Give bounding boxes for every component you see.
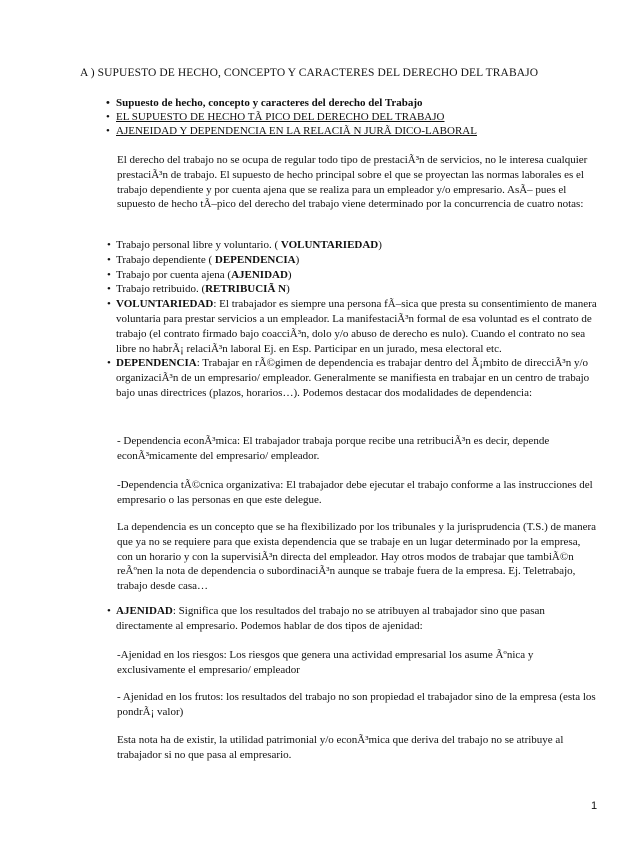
- note-item: • Trabajo dependiente ( DEPENDENCIA): [108, 253, 598, 268]
- dependencia-economica: - Dependencia econÃ³mica: El trabajador trabaja porque recibe una retribuciÃ³n es decir, depende econÃ³micamente del empresario/ empleador.: [117, 435, 550, 462]
- section-heading: A ) SUPUESTO DE HECHO, CONCEPTO Y CARACTERES DEL DERECHO DEL TRABAJO: [80, 67, 539, 79]
- topic-item: • AJENEIDAD Y DEPENDENCIA EN LA RELACIÃ N JURÃ DICO-LABORAL: [108, 124, 578, 138]
- ajenidad-list: [108, 604, 598, 634]
- voluntariedad-item: • VOLUNTARIEDAD: El trabajador es siempre una persona fÃ–sica que presta su consentimiento de manera voluntaria para prestar servicios a un empleador. La manifestaciÃ³n formal de esa voluntad es el contrato de trabajo (el contrato firmado bajo coacciÃ³n, dolo y/o abuso de derecho es nulo). Cuando el contrato no sea libre no habrÃ¡ relaciÃ³n laboral Ej. en Esp. Participar en un jurado, mesa electoral etc.: [108, 297, 598, 356]
- topic-list: [108, 96, 578, 138]
- ajenidad-frutos: - Ajenidad en los frutos: los resultados del trabajo no son propiedad el trabajador sino de la empresa (esta los pondrÃ¡ valor): [117, 691, 596, 718]
- notes-list: [108, 238, 598, 401]
- note-item: • Trabajo personal libre y voluntario. ( VOLUNTARIEDAD): [108, 238, 598, 253]
- note-item: • Trabajo por cuenta ajena (AJENIDAD): [108, 268, 598, 283]
- topic-item: • EL SUPUESTO DE HECHO TÃ PICO DEL DERECHO DEL TRABAJO: [108, 110, 578, 124]
- dependencia-item: • DEPENDENCIA: Trabajar en rÃ©gimen de dependencia es trabajar dentro del Ã¡mbito de direcciÃ³n y/o organizaciÃ³n de un empresario/ empleador. Generalmente se manifiesta en trabajar en un centro de trabajo bajo unas directrices (plazos, horarios…). Podemos destacar dos modalidades de dependencia:: [108, 356, 598, 400]
- ajenidad-item: • AJENIDAD: Significa que los resultados del trabajo no se atribuyen al trabajador sino que pasan directamente al empresario. Podemos hablar de dos tipos de ajenidad:: [108, 604, 598, 634]
- dependencia-flexible: La dependencia es un concepto que se ha flexibilizado por los tribunales y la jurisprudencia (T.S.) de manera que ya no se requiere para que exista dependencia que se trabaje en un lugar determinado por la empresa, con un horario y con la supervisiÃ³n directa del empleador. Hay otros modos de trabajar que tambiÃ©n reÃºnen la nota de dependencia o subordinaciÃ³n aunque se trabaje fuera de la empresa. Ej. Teletrabajo, trabajo desde casa…: [117, 521, 597, 593]
- ajenidad-riesgos: -Ajenidad en los riesgos: Los riesgos que genera una actividad empresarial los asume Ãºnica y exclusivamente el empresario/ empleador: [117, 649, 534, 676]
- closing-paragraph: Esta nota ha de existir, la utilidad patrimonial y/o econÃ³mica que deriva del trabajo no se atribuye al trabajador si no que pasa al empresario.: [117, 734, 564, 761]
- note-item: • Trabajo retribuido. (RETRIBUCIÃ N): [108, 282, 598, 297]
- page-number: 1: [591, 800, 598, 812]
- dependencia-tecnica: -Dependencia tÃ©cnica organizativa: El trabajador debe ejecutar el trabajo conforme a las instrucciones del empresario o las personas en que este delegue.: [117, 479, 593, 506]
- intro-paragraph: El derecho del trabajo no se ocupa de regular todo tipo de prestaciÃ³n de servicios, no le interesa cualquier prestaciÃ³n de trabajo. El supuesto de hecho principal sobre el que se proyectan las normas laborales es el trabajo dependiente y por cuenta ajena que se realiza para un empleador y/o empresario. AsÃ– pues el supuesto de hecho tÃ–pico del derecho del trabajo viene determinado por la concurrencia de cuatro notas:: [117, 154, 588, 211]
- topic-item: • Supuesto de hecho, concepto y caracteres del derecho del Trabajo: [108, 96, 578, 110]
